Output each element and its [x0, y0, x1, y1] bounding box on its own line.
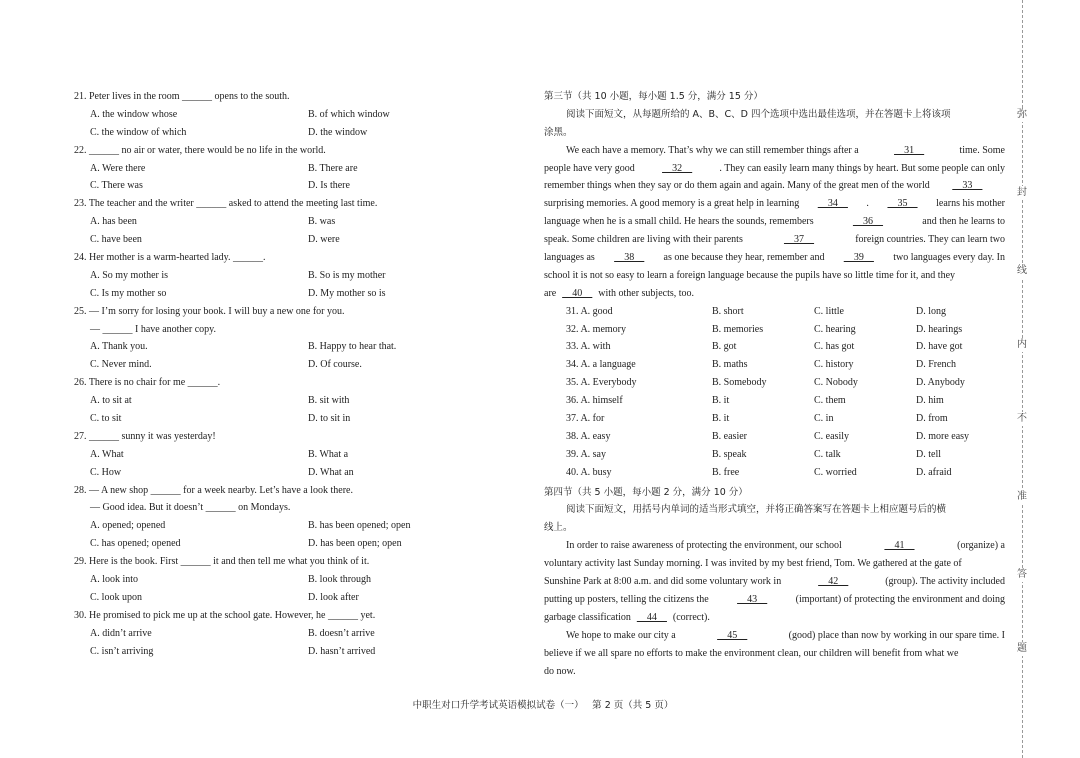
option-right: D. the window — [308, 126, 368, 138]
option-d: D. afraid — [916, 466, 952, 478]
option-d: D. more easy — [916, 430, 970, 442]
passage-text: with other subjects, too. — [598, 287, 695, 299]
option-row — [74, 124, 534, 142]
option-a: 31. A. good — [566, 305, 613, 317]
option-left: A. opened; opened — [90, 520, 166, 532]
passage-text: are — [544, 287, 557, 299]
question-stem: 28. — A new shop ______ for a week nearby. Let’s have a look there. — [74, 484, 353, 496]
passage-text: time. Some — [959, 144, 1005, 156]
question-stem: 24. Her mother is a warm-hearted lady. ______. — [74, 252, 266, 264]
passage-text: learns his mother — [936, 198, 1005, 210]
passage-text: school it is not so easy to learn a foreign language because the pupils have so little time for it, and they — [544, 269, 956, 281]
option-right: B. look through — [308, 574, 372, 586]
option-row — [74, 410, 534, 428]
passage-text: believe if we all spare no efforts to make the environment clean, our children will benefit from what we — [544, 647, 959, 659]
option-d: D. tell — [916, 448, 941, 460]
answer-blank: __45__ — [717, 629, 748, 641]
seal-label: 线 — [1014, 264, 1030, 278]
option-a: 40. A. busy — [566, 466, 612, 478]
option-left: C. the window of which — [90, 126, 187, 138]
option-row — [74, 464, 534, 482]
seal-label: 题 — [1014, 642, 1030, 656]
question-stem: 26. There is no chair for me ______. — [74, 377, 221, 389]
option-d: D. hearings — [916, 323, 963, 335]
option-row — [74, 571, 534, 589]
passage-line — [544, 231, 1005, 249]
option-row — [74, 517, 534, 535]
option-left: C. has opened; opened — [90, 538, 181, 550]
option-a: 34. A. a language — [566, 359, 636, 371]
option-right: D. look after — [308, 591, 359, 603]
passage-text: voluntary activity last Sunday morning. I was invited by my best friend, Tom. We gathered at the gate of — [544, 558, 962, 570]
answer-blank: __35__ — [887, 198, 918, 210]
passage-text: garbage classification — [544, 611, 631, 623]
option-row — [544, 338, 1005, 356]
passage-line — [544, 609, 1005, 627]
word-form-passage — [544, 537, 1005, 680]
seal-label: 弥 — [1014, 108, 1030, 122]
passage-text: language when he is a small child. He hears the sounds, remembers — [544, 216, 814, 228]
passage-text: and then he learns to — [922, 216, 1005, 228]
section3-instruction-cont: 涂黑。 — [544, 126, 573, 138]
option-right: D. were — [308, 234, 340, 246]
option-c: C. in — [814, 413, 834, 425]
option-c: C. them — [814, 395, 846, 407]
section4-title: 第四节（共 5 小题，每小题 2 分，满分 10 分） — [544, 486, 748, 498]
option-right: B. So is my mother — [308, 269, 386, 281]
option-b: B. memories — [712, 323, 764, 335]
section4-instruction-cont: 线上。 — [544, 522, 573, 534]
footer-page-number: 第 2 页（共 5 页） — [592, 700, 674, 711]
option-row — [544, 321, 1005, 339]
option-row — [74, 160, 534, 178]
option-row — [544, 428, 1005, 446]
option-row — [74, 643, 534, 661]
section3-title: 第三节（共 10 小题，每小题 1.5 分，满分 15 分） — [544, 91, 763, 102]
option-left: A. has been — [90, 216, 137, 228]
answer-blank: __39__ — [843, 252, 874, 264]
passage-line — [544, 213, 1005, 231]
passage-text: do now. — [544, 665, 576, 677]
option-d: D. French — [916, 359, 956, 371]
passage-text: foreign countries. They can learn two — [855, 234, 1005, 246]
option-right: B. There are — [308, 162, 358, 174]
option-c: C. easily — [814, 430, 849, 442]
option-row — [544, 374, 1005, 392]
option-c: C. hearing — [814, 323, 856, 335]
option-b: B. easier — [712, 430, 747, 442]
option-d: D. from — [916, 413, 948, 425]
answer-blank: __31__ — [894, 144, 925, 156]
passage-text: (group). The activity included — [885, 576, 1005, 588]
option-row — [74, 106, 534, 124]
answer-blank: __38__ — [614, 252, 645, 264]
option-row — [74, 446, 534, 464]
option-left: C. look upon — [90, 591, 142, 603]
option-a: 32. A. memory — [566, 323, 626, 335]
option-left: A. look into — [90, 574, 139, 586]
option-left: A. to sit at — [90, 395, 132, 407]
option-row — [544, 356, 1005, 374]
question-stem: 29. Here is the book. First ______ it and then tell me what you think of it. — [74, 556, 370, 568]
option-a: 38. A. easy — [566, 430, 611, 442]
option-row — [74, 625, 534, 643]
passage-text: Sunshine Park at 8:00 a.m. and did some voluntary work in — [544, 576, 782, 588]
option-left: C. Never mind. — [90, 359, 152, 371]
option-a: 37. A. for — [566, 413, 605, 425]
passage-text: . — [866, 198, 869, 210]
seal-label: 不 — [1014, 412, 1030, 426]
option-right: D. Is there — [308, 180, 350, 192]
question-stem: 21. Peter lives in the room ______ opens to the south. — [74, 91, 290, 102]
option-row — [544, 410, 1005, 428]
option-row — [74, 356, 534, 374]
option-left: A. What — [90, 448, 124, 460]
option-row — [544, 392, 1005, 410]
passage-line — [544, 627, 1005, 645]
dialogue-line: — Good idea. But it doesn’t ______ on Mondays. — [90, 502, 291, 514]
option-left: A. Were there — [90, 162, 146, 174]
option-c: C. talk — [814, 448, 841, 460]
option-right: D. Of course. — [308, 359, 362, 371]
passage-line — [544, 177, 1005, 195]
option-left: C. have been — [90, 234, 142, 246]
answer-blank: __37__ — [784, 234, 815, 246]
passage-text: (good) place than now by working in our spare time. I — [788, 629, 1005, 641]
option-row — [74, 267, 534, 285]
option-left: A. the window whose — [90, 108, 178, 120]
answer-blank: __40__ — [562, 287, 593, 299]
answer-blank: __44__ — [636, 611, 667, 623]
passage-text: (organize) a — [957, 540, 1005, 552]
passage-line — [544, 573, 1005, 591]
passage-text: (correct). — [672, 611, 710, 623]
seal-label: 准 — [1014, 490, 1030, 504]
passage-text: We hope to make our city a — [566, 629, 676, 641]
cloze-passage — [544, 142, 1005, 303]
passage-line — [544, 285, 1005, 303]
section3-instruction: 阅读下面短文，从每题所给的 A、B、C、D 四个选项中选出最佳选项，并在答题卡上将该项 — [566, 108, 951, 120]
passage-text: remember things when they say or do them again and again. Many of the great men of the world — [544, 180, 930, 192]
answer-blank: __41__ — [884, 540, 915, 552]
passage-line — [544, 142, 1005, 160]
passage-text: two languages every day. In — [893, 252, 1005, 264]
passage-line — [544, 160, 1005, 178]
seal-label: 内 — [1014, 338, 1030, 352]
option-b: B. Somebody — [712, 377, 767, 389]
option-right: D. My mother so is — [308, 287, 386, 299]
option-row — [544, 464, 1005, 482]
page-footer — [0, 694, 1080, 718]
option-left: A. Thank you. — [90, 341, 148, 353]
option-right: D. has been open; open — [308, 538, 402, 550]
option-b: B. it — [712, 413, 730, 425]
option-row — [74, 177, 534, 195]
option-b: B. short — [712, 305, 744, 317]
option-c: C. has got — [814, 341, 855, 353]
passage-text: (important) of protecting the environment and doing — [795, 593, 1005, 605]
passage-text: people have very good — [544, 162, 635, 174]
option-row — [74, 285, 534, 303]
option-left: A. didn’t arrive — [90, 627, 152, 639]
option-d: D. Anybody — [916, 377, 965, 389]
option-right: B. sit with — [308, 395, 350, 407]
seal-label: 封 — [1014, 186, 1030, 200]
question-stem: 30. He promised to pick me up at the school gate. However, he ______ yet. — [74, 609, 376, 621]
footer-exam-title: 中职生对口升学考试英语模拟试卷（一） — [412, 700, 584, 711]
answer-blank: __43__ — [737, 593, 768, 605]
answer-blank: __32__ — [662, 162, 693, 174]
answer-blank: __42__ — [818, 576, 849, 588]
option-left: C. How — [90, 466, 122, 478]
passage-text: speak. Some children are living with their parents — [544, 234, 743, 246]
option-c: C. worried — [814, 466, 857, 478]
option-d: D. have got — [916, 341, 963, 353]
option-left: C. There was — [90, 180, 143, 192]
passage-line — [544, 267, 1005, 285]
seal-label: 答 — [1014, 568, 1030, 582]
answer-blank: __34__ — [817, 198, 848, 210]
option-row — [74, 231, 534, 249]
option-a: 39. A. say — [566, 448, 606, 460]
option-row — [74, 589, 534, 607]
passage-line — [544, 555, 1005, 573]
passage-line — [544, 663, 1005, 681]
passage-text: surprising memories. A good memory is a great help in learning — [544, 198, 800, 210]
option-a: 35. A. Everybody — [566, 377, 637, 389]
option-right: D. What an — [308, 466, 354, 478]
option-d: D. long — [916, 305, 946, 317]
answer-blank: __36__ — [852, 216, 883, 228]
question-stem: 22. ______ no air or water, there would be no life in the world. — [74, 144, 326, 156]
option-right: B. What a — [308, 448, 349, 460]
option-right: B. Happy to hear that. — [308, 341, 397, 353]
option-left: C. isn’t arriving — [90, 645, 154, 657]
section4-instruction: 阅读下面短文，用括号内单词的适当形式填空，并将正确答案写在答题卡上相应题号后的横 — [566, 504, 947, 516]
option-right: B. of which window — [308, 108, 390, 120]
passage-line — [544, 195, 1005, 213]
question-stem: 23. The teacher and the writer ______ asked to attend the meeting last time. — [74, 198, 378, 210]
answer-blank: __33__ — [952, 180, 983, 192]
option-b: B. maths — [712, 359, 748, 371]
left-column-questions — [74, 88, 534, 661]
dialogue-line: — ______ I have another copy. — [90, 323, 216, 335]
option-row — [74, 338, 534, 356]
passage-text: In order to raise awareness of protecting the environment, our school — [566, 540, 842, 552]
right-column-sections — [544, 88, 1005, 680]
option-right: B. was — [308, 216, 336, 228]
option-left: C. to sit — [90, 413, 122, 425]
passage-line — [544, 645, 1005, 663]
option-c: C. Nobody — [814, 377, 858, 389]
passage-text: . They can easily learn many things by heart. But some people can only — [719, 162, 1005, 174]
option-left: A. So my mother is — [90, 269, 169, 281]
question-stem: 25. — I’m sorry for losing your book. I will buy a new one for you. — [74, 305, 345, 317]
passage-line — [544, 537, 1005, 555]
option-c: C. history — [814, 359, 854, 371]
option-right: B. doesn’t arrive — [308, 627, 375, 639]
option-c: C. little — [814, 305, 844, 317]
option-d: D. him — [916, 395, 944, 407]
passage-line — [544, 249, 1005, 267]
passage-text: languages as — [544, 252, 595, 264]
option-left: C. Is my mother so — [90, 287, 167, 299]
option-a: 36. A. himself — [566, 395, 623, 407]
option-a: 33. A. with — [566, 341, 611, 353]
option-b: B. it — [712, 395, 730, 407]
cloze-options — [544, 303, 1005, 482]
option-b: B. free — [712, 466, 740, 478]
option-row — [544, 446, 1005, 464]
option-row — [74, 535, 534, 553]
option-b: B. speak — [712, 448, 747, 460]
passage-line — [544, 591, 1005, 609]
option-row — [544, 303, 1005, 321]
option-b: B. got — [712, 341, 737, 353]
passage-text: We each have a memory. That’s why we can still remember things after a — [566, 144, 859, 156]
question-stem: 27. ______ sunny it was yesterday! — [74, 430, 216, 442]
passage-text: as one because they hear, remember and — [663, 252, 825, 264]
passage-text: putting up posters, telling the citizens the — [544, 593, 709, 605]
option-row — [74, 213, 534, 231]
option-row — [74, 392, 534, 410]
option-right: B. has been opened; open — [308, 520, 411, 532]
option-right: D. to sit in — [308, 413, 351, 425]
option-right: D. hasn’t arrived — [308, 645, 376, 657]
